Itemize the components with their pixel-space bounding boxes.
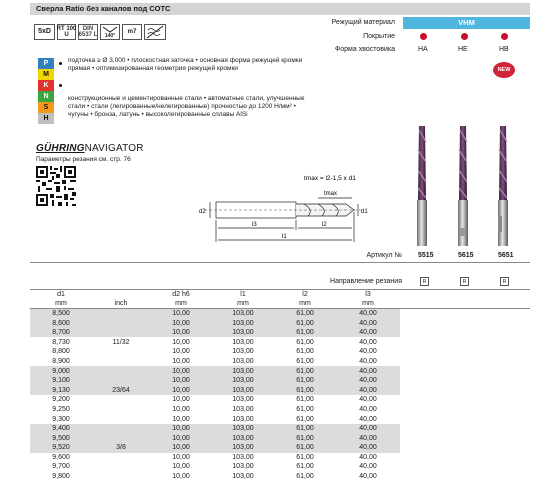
table-cell: 103,00: [212, 424, 274, 434]
direction-mark-5651: R: [500, 277, 509, 286]
table-spacer: [400, 414, 530, 424]
table-cell: 61,00: [296, 357, 314, 365]
dim-l3: l3: [252, 222, 257, 228]
table-cell: l3: [336, 290, 400, 300]
article-5651: 5651: [498, 252, 514, 259]
features-text: подточка ≥ Ø 3,000 • плоскостная заточка • основная форма режущей кромки прямая • оптимизированная геометрия режущей кромки: [68, 57, 303, 72]
material-label: Режущий материал: [331, 19, 395, 26]
table-cell: 61,00: [274, 424, 336, 434]
table-row: [30, 395, 530, 405]
table-cell: 103,00: [212, 366, 274, 376]
table-row: [30, 318, 530, 328]
material-value: VHM: [403, 17, 530, 29]
material-k: K: [38, 80, 54, 91]
table-cell: inch: [92, 299, 150, 309]
table-cell: 10,00: [172, 473, 190, 481]
dimensions-table: [30, 289, 530, 481]
spec-box-din: DIN 6537 L: [78, 26, 98, 38]
article-row: [30, 249, 530, 263]
table-cell: 40,00: [336, 433, 400, 443]
new-badge: NEW: [493, 62, 515, 78]
no-coolant-icon: [145, 25, 165, 39]
table-cell: mm: [150, 299, 212, 309]
table-cell: 61,00: [296, 415, 314, 423]
table-spacer: [400, 318, 530, 328]
table-cell: 10,00: [172, 357, 190, 365]
dim-l2: l2: [322, 222, 327, 228]
table-cell: 61,00: [274, 433, 336, 443]
table-cell: 10,00: [150, 433, 212, 443]
table-cell: 10,00: [150, 318, 212, 328]
direction-mark-5515: R: [420, 277, 429, 286]
table-spacer: [400, 424, 530, 434]
material-h: H: [38, 113, 54, 124]
table-cell: 9,300: [52, 415, 70, 423]
table-cell: 103,00: [212, 443, 274, 453]
table-cell: 10,00: [150, 366, 212, 376]
material-s: S: [38, 102, 54, 113]
table-row: [30, 462, 530, 472]
table-cell: [92, 414, 150, 424]
material-dot-k: [55, 80, 65, 91]
spec-box-length: 5xD: [34, 24, 55, 40]
table-cell: 10,00: [172, 338, 190, 346]
table-cell: [92, 347, 150, 357]
dim-tmax: tmax: [324, 191, 338, 197]
table-cell: [92, 453, 150, 463]
table-row: [30, 424, 530, 434]
table-cell: [92, 309, 150, 319]
table-spacer: [400, 405, 530, 415]
table-cell: [92, 424, 150, 434]
drill-image-5515: [417, 126, 427, 246]
table-cell: 9,250: [52, 405, 70, 413]
table-row: [30, 433, 530, 443]
table-cell: 10,00: [150, 376, 212, 386]
table-spacer: [400, 472, 530, 482]
table-cell: 8,600: [30, 318, 92, 328]
table-unit-row: [30, 299, 530, 309]
table-cell: 9,500: [30, 433, 92, 443]
table-cell: 10,00: [172, 453, 190, 461]
table-spacer: [400, 290, 530, 300]
tmax-formula: tmax = l2-1,5 x d1: [304, 175, 356, 182]
table-cell: 9,130: [30, 385, 92, 395]
table-spacer: [400, 357, 530, 367]
table-cell: 8,730: [52, 338, 70, 346]
table-cell: mm: [274, 299, 336, 309]
table-cell: 11/32: [112, 338, 130, 346]
logo-suffix: NAVIGATOR: [84, 143, 144, 154]
table-cell: [92, 290, 150, 300]
cutting-params-note: Параметры резания см. стр. 76: [36, 156, 131, 163]
table-cell: 61,00: [274, 309, 336, 319]
table-cell: [92, 472, 150, 482]
table-spacer: [400, 347, 530, 357]
title-bar: [30, 3, 530, 15]
table-cell: [92, 395, 150, 405]
table-spacer: [400, 453, 530, 463]
table-cell: 10,00: [172, 463, 190, 471]
table-row: [30, 414, 530, 424]
table-cell: 61,00: [274, 443, 336, 453]
table-cell: 103,00: [212, 328, 274, 338]
table-row: [30, 366, 530, 376]
table-row: [30, 472, 530, 482]
table-row: [30, 309, 530, 319]
table-row: [30, 453, 530, 463]
table-cell: 61,00: [296, 348, 314, 356]
table-cell: 61,00: [274, 366, 336, 376]
table-spacer: [400, 385, 530, 395]
direction-row: [30, 276, 530, 289]
table-spacer: [400, 309, 530, 319]
table-cell: [92, 433, 150, 443]
dim-l1: l1: [282, 234, 287, 240]
direction-label: Направление резания: [330, 278, 402, 285]
table-spacer: [400, 366, 530, 376]
qr-code[interactable]: [36, 166, 76, 206]
table-row: [30, 405, 530, 415]
article-label: Артикул №: [366, 252, 402, 259]
table-cell: 40,00: [336, 318, 400, 328]
table-cell: 9,100: [30, 376, 92, 386]
spec-box-angle: [100, 24, 120, 40]
table-cell: 40,00: [359, 453, 377, 461]
spec-box-coolant: [144, 24, 166, 40]
coating-dot-3: [501, 33, 508, 40]
coating-dot-2: [461, 33, 468, 40]
table-row: [30, 328, 530, 338]
table-cell: 61,00: [296, 473, 314, 481]
table-cell: 8,900: [52, 357, 70, 365]
table-cell: 8,800: [52, 348, 70, 356]
table-cell: 103,00: [232, 338, 254, 346]
table-cell: 103,00: [212, 433, 274, 443]
material-n: N: [38, 91, 54, 102]
table-cell: 10,00: [172, 348, 190, 356]
article-5515: 5515: [418, 252, 434, 259]
drill-images: [405, 120, 530, 248]
guhring-navigator-logo: [36, 143, 144, 154]
table-cell: 103,00: [232, 453, 254, 461]
table-cell: 40,00: [359, 357, 377, 365]
drill-technical-drawing: [196, 170, 368, 250]
table-cell: 103,00: [232, 473, 254, 481]
table-cell: 9,800: [52, 473, 70, 481]
table-cell: 9,520: [30, 443, 92, 453]
table-cell: 61,00: [274, 385, 336, 395]
drill-image-5651: [498, 126, 508, 246]
table-cell: [92, 357, 150, 367]
table-cell: 10,00: [172, 415, 190, 423]
table-cell: 103,00: [212, 309, 274, 319]
spec-box-fit: m7: [122, 24, 142, 40]
table-header-row: [30, 290, 530, 300]
table-spacer: [400, 433, 530, 443]
table-cell: 103,00: [232, 405, 254, 413]
table-cell: 10,00: [150, 424, 212, 434]
table-spacer: [400, 462, 530, 472]
shank-label: Форма хвостовика: [334, 46, 395, 53]
table-cell: 61,00: [296, 453, 314, 461]
table-row: [30, 443, 530, 453]
table-cell: 10,00: [150, 443, 212, 453]
table-cell: 61,00: [274, 376, 336, 386]
table-cell: 40,00: [359, 348, 377, 356]
table-cell: 61,00: [296, 396, 314, 404]
table-cell: 61,00: [296, 463, 314, 471]
table-cell: 61,00: [296, 338, 314, 346]
table-row: [30, 385, 530, 395]
table-cell: 61,00: [274, 328, 336, 338]
table-cell: 40,00: [336, 309, 400, 319]
table-cell: 103,00: [232, 357, 254, 365]
table-cell: 10,00: [172, 405, 190, 413]
table-cell: 103,00: [212, 376, 274, 386]
table-cell: 9,200: [52, 396, 70, 404]
table-cell: 23/64: [92, 385, 150, 395]
table-spacer: [400, 395, 530, 405]
table-cell: 3/8: [92, 443, 150, 453]
material-p: P: [38, 58, 54, 69]
table-cell: 10,00: [150, 328, 212, 338]
table-cell: mm: [336, 299, 400, 309]
table-cell: 40,00: [359, 405, 377, 413]
table-cell: 40,00: [359, 473, 377, 481]
table-cell: 103,00: [232, 396, 254, 404]
table-spacer: [400, 443, 530, 453]
page-title: Сверла Ratio без каналов под СОТС: [36, 4, 171, 13]
table-cell: 40,00: [336, 385, 400, 395]
shank-ha: HA: [418, 46, 428, 53]
table-cell: 9,700: [52, 463, 70, 471]
coating-label: Покрытие: [363, 33, 395, 40]
table-cell: 40,00: [359, 463, 377, 471]
table-cell: 103,00: [232, 463, 254, 471]
table-cell: [92, 376, 150, 386]
dim-d1: d1: [361, 209, 368, 215]
table-cell: [92, 328, 150, 338]
table-cell: 103,00: [212, 318, 274, 328]
table-cell: 103,00: [232, 348, 254, 356]
table-cell: 103,00: [232, 415, 254, 423]
table-cell: mm: [212, 299, 274, 309]
table-cell: 40,00: [336, 443, 400, 453]
table-cell: [92, 366, 150, 376]
shank-hb: HB: [499, 46, 509, 53]
logo-brand: GÜHRING: [36, 143, 85, 154]
spec-angle-label: 140°: [104, 33, 116, 39]
table-cell: [92, 405, 150, 415]
spec-box-tolerance: RT 100 U: [56, 26, 77, 38]
applications-text: конструкционные и цементированные стали • автоматные стали, улучшенные стали • стали (легированные/нелегированные) прочностью до 1200 Н/мм² • чугуны • бронза, латунь • высоколегированные сплавы AlSi: [68, 95, 305, 118]
table-cell: [92, 318, 150, 328]
table-cell: 10,00: [150, 309, 212, 319]
table-cell: 40,00: [336, 328, 400, 338]
table-cell: l1: [212, 290, 274, 300]
coating-dot-1: [420, 33, 427, 40]
table-cell: 9,400: [30, 424, 92, 434]
table-spacer: [400, 328, 530, 338]
dim-d2: d2: [199, 209, 206, 215]
table-cell: [92, 462, 150, 472]
table-cell: d1: [30, 290, 92, 300]
drill-image-5615: [458, 126, 468, 246]
table-cell: 8,700: [30, 328, 92, 338]
table-spacer: [400, 337, 530, 347]
table-cell: 40,00: [359, 396, 377, 404]
table-cell: 10,00: [172, 396, 190, 404]
table-cell: l2: [274, 290, 336, 300]
table-cell: mm: [30, 299, 92, 309]
table-cell: 40,00: [359, 338, 377, 346]
table-cell: 40,00: [336, 376, 400, 386]
material-m: M: [38, 69, 54, 80]
table-cell: 103,00: [212, 385, 274, 395]
table-cell: 9,000: [30, 366, 92, 376]
table-cell: 61,00: [274, 318, 336, 328]
direction-mark-5615: R: [460, 277, 469, 286]
shank-he: HE: [458, 46, 468, 53]
table-cell: 8,500: [30, 309, 92, 319]
material-dot-p: [55, 58, 65, 69]
table-cell: 61,00: [296, 405, 314, 413]
table-spacer: [400, 299, 530, 309]
table-row: [30, 347, 530, 357]
table-row: [30, 357, 530, 367]
article-5615: 5615: [458, 252, 474, 259]
table-spacer: [400, 376, 530, 386]
table-row: [30, 376, 530, 386]
table-cell: d2 h6: [150, 290, 212, 300]
table-cell: 40,00: [336, 366, 400, 376]
table-row: [30, 337, 530, 347]
table-cell: 40,00: [336, 424, 400, 434]
table-cell: 40,00: [359, 415, 377, 423]
table-cell: 9,600: [52, 453, 70, 461]
table-cell: 10,00: [150, 385, 212, 395]
